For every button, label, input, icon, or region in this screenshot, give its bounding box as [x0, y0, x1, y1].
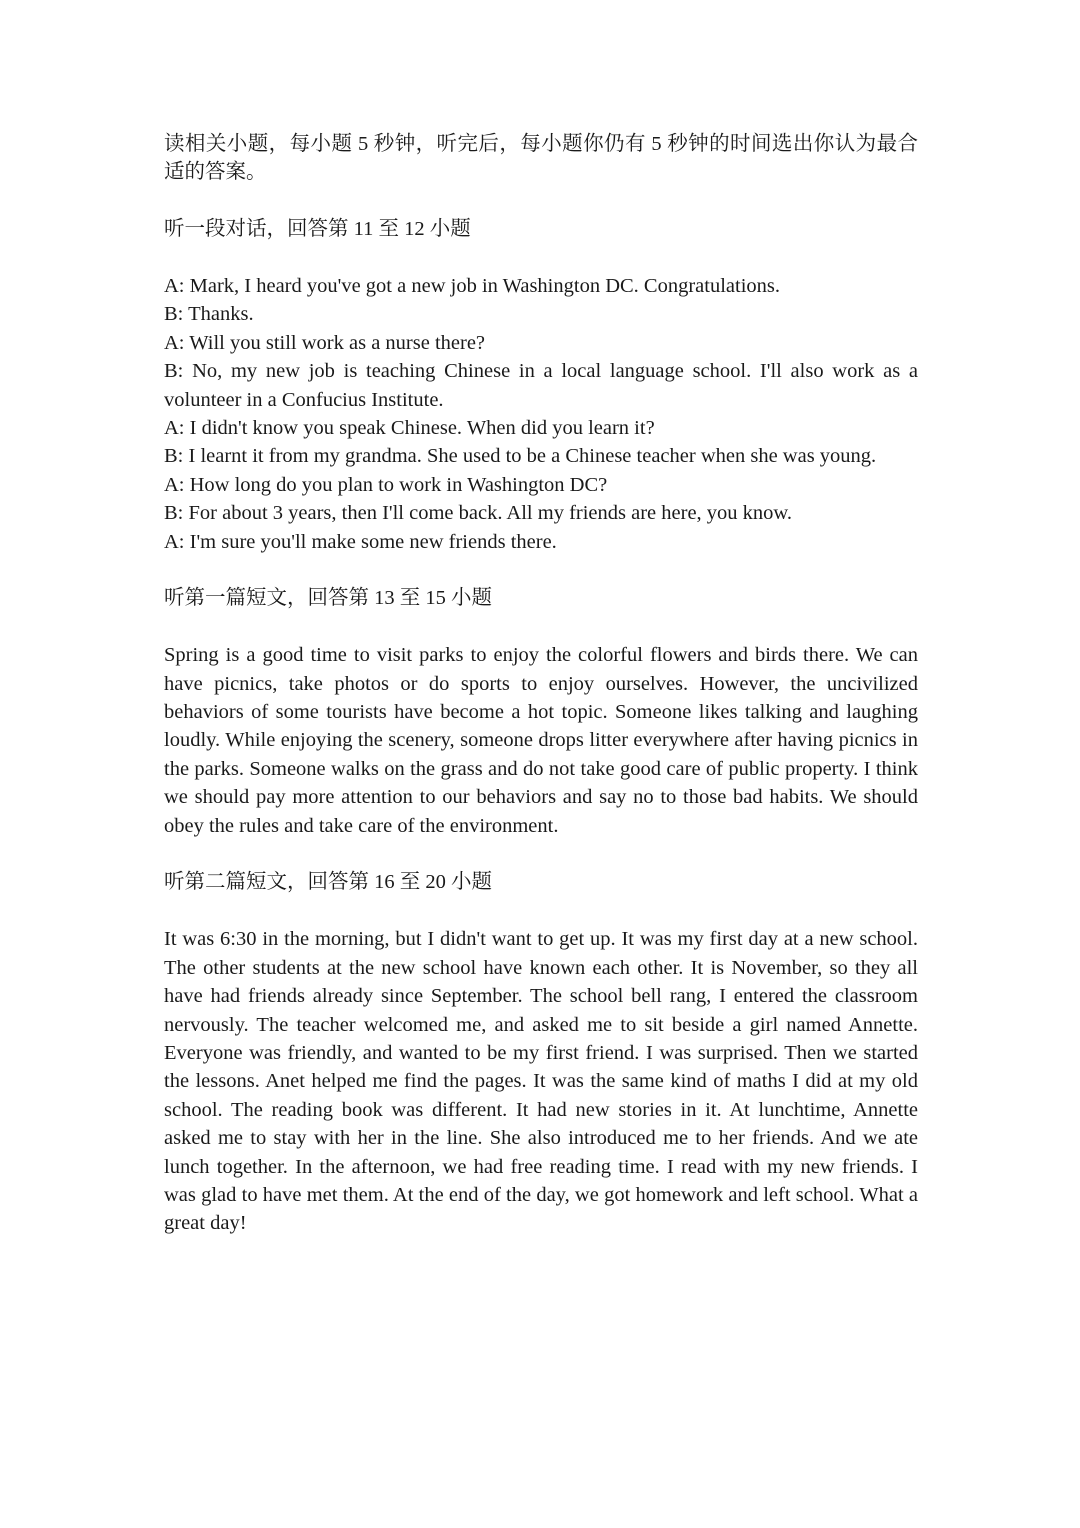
dialogue-line: B: Thanks. [164, 303, 254, 326]
dialogue-line: A: How long do you plan to work in Washington DC? [164, 473, 608, 496]
intro-instructions: 读相关小题，每小题 5 秒钟，听完后，每小题你仍有 5 秒钟的时间选出你认为最合适的答案。 [164, 133, 918, 184]
dialogue-line: A: I'm sure you'll make some new friends there. [164, 530, 557, 553]
section-heading-dialogue: 听一段对话，回答第 11 至 12 小题 [164, 218, 471, 241]
passage-1-text: Spring is a good time to visit parks to enjoy the colorful flowers and birds there. We can have picnics, take photos or do sports to enjoy ourselves. However, the uncivilized behaviors of some tourists have become a hot topic. Someone likes talking and laughing loudly. While enjoying the scenery, someone drops litter everywhere after having picnics in the parks. Someone walks on the grass and do not take good care of public property. I think we should pay more attention to our behaviors and say no to those bad habits. We should obey the rules and take care of the environment. [164, 644, 918, 837]
dialogue-block [164, 272, 918, 556]
passage-2-text: It was 6:30 in the morning, but I didn't want to get up. It was my first day at a new school. The other students at the new school have known each other. It is November, so they all have had friends already since September. The school bell rang, I entered the classroom nervously. The teacher welcomed me, and asked me to sit beside a girl named Annette. Everyone was friendly, and wanted to be my first friend. I was surprised. Then we started the lessons. Anet helped me find the pages. It was the same kind of maths I did at my old school. The reading book was different. It had new stories in it. At lunchtime, Annette asked me to stay with her in the line. She also introduced me to her friends. And we ate lunch together. In the afternoon, we had free reading time. I read with my new friends. I was glad to have met them. At the end of the day, we got homework and left school. What a great day! [164, 928, 918, 1235]
dialogue-line: A: I didn't know you speak Chinese. When did you learn it? [164, 417, 655, 440]
section-heading-passage-2: 听第二篇短文，回答第 16 至 20 小题 [164, 871, 492, 894]
document-page [164, 130, 918, 1238]
dialogue-line: B: I learnt it from my grandma. She used to be a Chinese teacher when she was young. [164, 445, 877, 468]
dialogue-line: B: For about 3 years, then I'll come back. All my friends are here, you know. [164, 502, 793, 525]
dialogue-line: B: No, my new job is teaching Chinese in a local language school. I'll also work as a volunteer in a Confucius Institute. [164, 360, 918, 411]
dialogue-line: A: Mark, I heard you've got a new job in Washington DC. Congratulations. [164, 275, 781, 297]
section-heading-passage-1: 听第一篇短文，回答第 13 至 15 小题 [164, 587, 492, 610]
dialogue-line: A: Will you still work as a nurse there? [164, 331, 486, 354]
